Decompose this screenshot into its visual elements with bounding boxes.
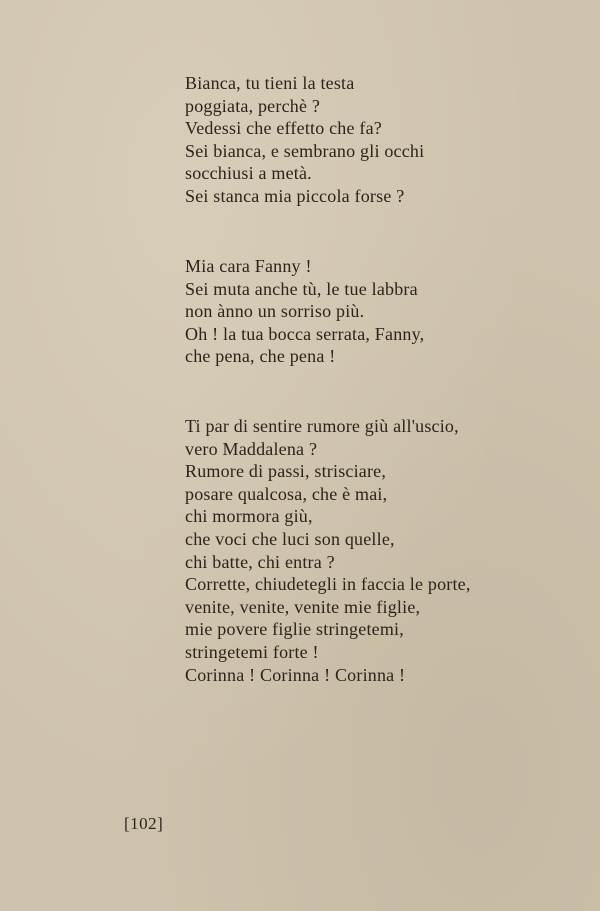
poem-line: Mia cara Fanny ! bbox=[185, 256, 312, 276]
poem-line: Sei stanca mia piccola forse ? bbox=[185, 185, 405, 206]
poem-line: Bianca, tu tieni la testa bbox=[185, 73, 355, 93]
page-number: [102] bbox=[124, 814, 164, 833]
poem-line: Ti par di sentire rumore giù all'uscio, bbox=[185, 416, 459, 436]
poem-line: Vedessi che effetto che fa? bbox=[185, 118, 382, 138]
poem-line: che pena, che pena ! bbox=[185, 346, 336, 366]
poem-line: posare qualcosa, che è mai, bbox=[185, 483, 388, 504]
poem-stanza bbox=[185, 255, 424, 368]
poem-line: non ànno un sorriso più. bbox=[185, 301, 365, 321]
poem-stanza bbox=[185, 72, 424, 207]
poem-line: socchiusi a metà. bbox=[185, 163, 312, 183]
poem-line: chi batte, chi entra ? bbox=[185, 551, 335, 572]
poem-stanza bbox=[185, 415, 471, 686]
poem-line: stringetemi forte ! bbox=[185, 641, 319, 662]
poem-line: Rumore di passi, strisciare, bbox=[185, 461, 387, 482]
poem-line: Sei bianca, e sembrano gli occhi bbox=[185, 140, 425, 161]
poem-line: Corrette, chiudetegli in faccia le porte, bbox=[185, 574, 471, 595]
poem-line: Sei muta anche tù, le tue labbra bbox=[185, 278, 418, 299]
poem-line: poggiata, perchè ? bbox=[185, 95, 321, 116]
poem-line: Corinna ! Corinna ! Corinna ! bbox=[185, 664, 406, 685]
poem-line: vero Maddalena ? bbox=[185, 438, 318, 459]
poem-line: venite, venite, venite mie figlie, bbox=[185, 596, 421, 617]
poem-line: mie povere figlie stringetemi, bbox=[185, 619, 404, 640]
poem-line: che voci che luci son quelle, bbox=[185, 528, 395, 549]
poem-line: Oh ! la tua bocca serrata, Fanny, bbox=[185, 323, 425, 344]
poem-line: chi mormora giù, bbox=[185, 506, 313, 527]
